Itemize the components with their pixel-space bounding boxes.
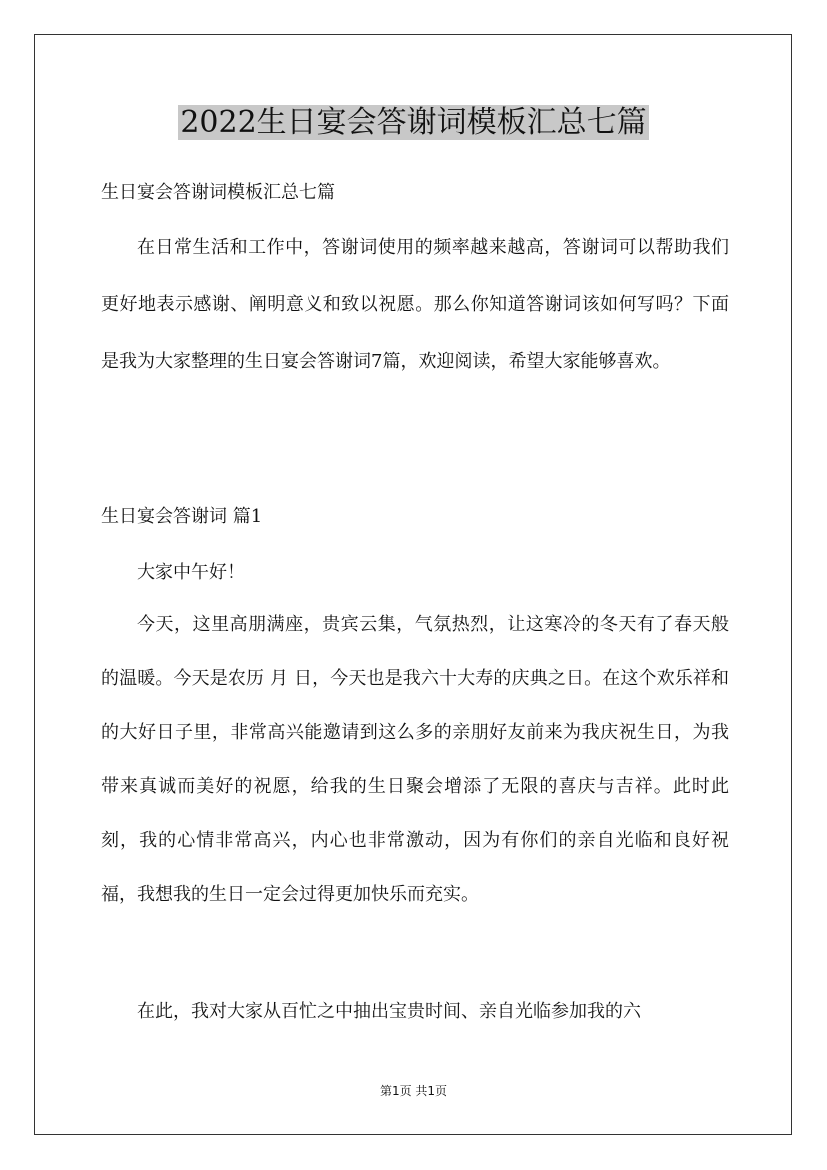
section-heading: 生日宴会答谢词 篇1 — [101, 506, 263, 527]
greeting-paragraph: 大家中午好！ — [137, 562, 245, 583]
intro-paragraph: 在日常生活和工作中，答谢词使用的频率越来越高，答谢词可以帮助我们更好地表示感谢、阐明意义和致以祝愿。那么你知道答谢词该如何写吗？下面是我为大家整理的生日宴会答谢词7篇，欢迎阅读，希望大家能够喜欢。 — [101, 237, 729, 372]
document-title — [0, 100, 827, 146]
page-footer: 第1页 共1页 — [379, 1084, 448, 1098]
body-paragraph: 今天，这里高朋满座，贵宾云集，气氛热烈，让这寒冷的冬天有了春天般的温暖。今天是农历 月 日，今天也是我六十大寿的庆典之日。在这个欢乐祥和的大好日子里，非常高兴能邀请到这么多的亲朋好友前来为我庆祝生日，为我带来真诚而美好的祝愿，给我的生日聚会增添了无限的喜庆与吉祥。此时此刻，我的心情非常高兴，内心也非常激动，因为有你们的亲自光临和良好祝福，我想我的生日一定会过得更加快乐而充实。 — [101, 614, 729, 905]
document-subtitle: 生日宴会答谢词模板汇总七篇 — [101, 182, 335, 203]
document-title-text: 2022生日宴会答谢词模板汇总七篇 — [180, 105, 647, 140]
body-paragraph-continued: 在此，我对大家从百忙之中抽出宝贵时间、亲自光临参加我的六 — [137, 1001, 641, 1022]
